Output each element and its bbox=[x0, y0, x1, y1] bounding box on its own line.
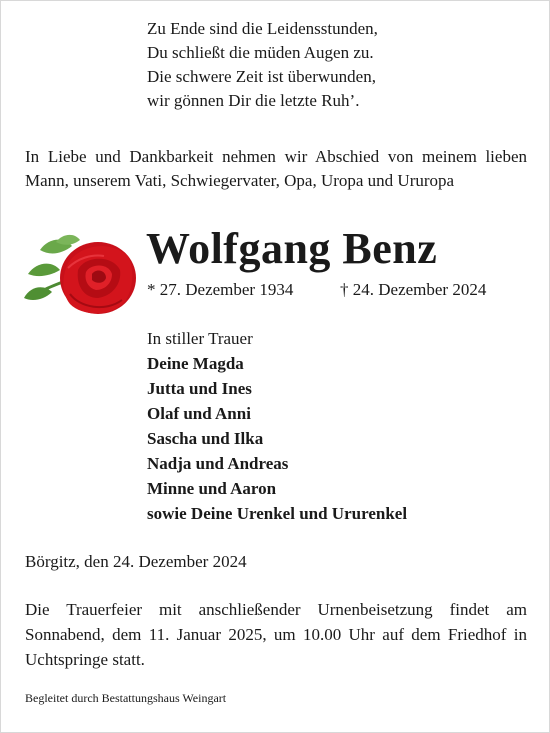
mourner-entry: Jutta und Ines bbox=[147, 379, 252, 398]
mourner-entry: sowie Deine Urenkel und Ururenkel bbox=[147, 504, 408, 523]
mourner-entry: Sascha und Ilka bbox=[147, 429, 264, 448]
birth-date: * 27. Dezember 1934 bbox=[147, 280, 294, 299]
mourners-list bbox=[147, 326, 407, 526]
poem-line: Du schließt die müden Augen zu. bbox=[147, 43, 374, 62]
rose-icon bbox=[22, 228, 140, 320]
undertaker-credit: Begleitet durch Bestattungshaus Weingart bbox=[25, 691, 227, 705]
poem-line: Zu Ende sind die Leidensstunden, bbox=[147, 19, 378, 38]
mourner-entry: Deine Magda bbox=[147, 354, 244, 373]
funeral-notice: Die Trauerfeier mit anschließender Urnenbeisetzung findet am Sonnabend, dem 11. Januar 2025, um 10.00 Uhr auf dem Friedhof in Uchtspringe statt. bbox=[25, 600, 527, 669]
mourning-lead: In stiller Trauer bbox=[147, 329, 253, 348]
death-date: † 24. Dezember 2024 bbox=[340, 280, 487, 299]
mourner-entry: Minne und Aaron bbox=[147, 479, 277, 498]
farewell-intro: In Liebe und Dankbarkeit nehmen wir Abschied von meinem lieben Mann, unserem Vati, Schwiegervater, Opa, Uropa und Ururopa bbox=[25, 147, 527, 190]
poem bbox=[147, 17, 378, 113]
mourner-entry: Nadja und Andreas bbox=[147, 454, 289, 473]
poem-line: wir gönnen Dir die letzte Ruh’. bbox=[147, 91, 360, 110]
deceased-name: Wolfgang Benz bbox=[146, 224, 438, 273]
poem-line: Die schwere Zeit ist überwunden, bbox=[147, 67, 376, 86]
place-date: Börgitz, den 24. Dezember 2024 bbox=[25, 552, 247, 571]
mourner-entry: Olaf und Anni bbox=[147, 404, 251, 423]
